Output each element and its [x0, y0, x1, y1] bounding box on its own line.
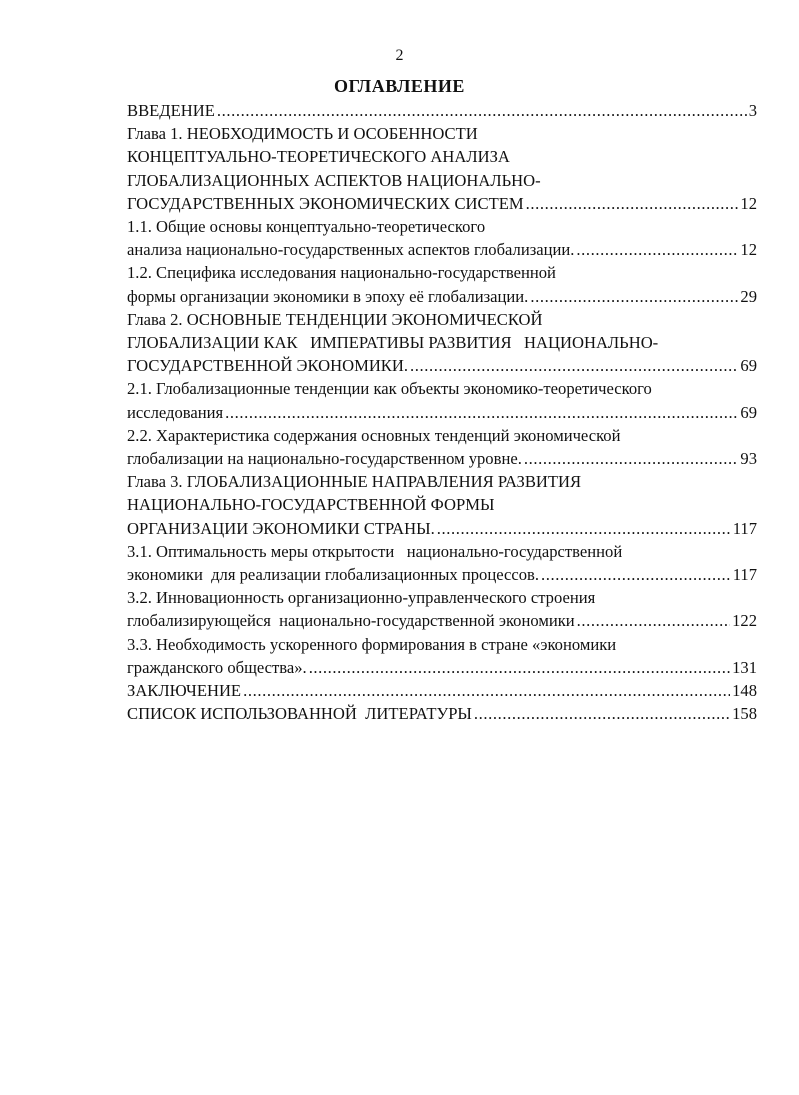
toc-entry-text: 2.2. Характеристика содержания основных тенденций экономической	[127, 425, 621, 445]
toc-entry-text: ЗАКЛЮЧЕНИЕ	[127, 681, 242, 701]
toc-entry-section-1-2[interactable]	[127, 261, 757, 307]
toc-page-number: 148	[732, 681, 757, 701]
toc-entry-text: ВВЕДЕНИЕ	[127, 101, 215, 120]
toc-entry-text: анализа национально-государственных аспектов глобализации.	[127, 240, 575, 260]
toc-entry-chapter-3[interactable]	[127, 470, 757, 540]
toc-entry-text: ГОСУДАРСТВЕННОЙ ЭКОНОМИКИ.	[127, 356, 409, 376]
dot-leader	[410, 354, 738, 377]
toc-entry-text: 3.3. Необходимость ускоренного формирования в стране «экономики	[127, 634, 617, 654]
toc-entry-text: Глава 2. ОСНОВНЫЕ ТЕНДЕНЦИИ ЭКОНОМИЧЕСКОЙ	[127, 309, 543, 329]
toc-entry-text: ГЛОБАЛИЗАЦИИ КАК ИМПЕРАТИВЫ РАЗВИТИЯ НАЦИОНАЛЬНО-	[127, 333, 659, 353]
dot-leader	[541, 563, 731, 586]
toc-entry-section-3-3[interactable]	[127, 633, 757, 679]
toc-entry-chapter-1[interactable]	[127, 122, 757, 215]
toc-entry-chapter-2[interactable]	[127, 308, 757, 378]
dot-leader	[530, 285, 738, 308]
dot-leader	[474, 702, 730, 725]
dot-leader	[437, 517, 731, 540]
toc-entry-text: Глава 3. ГЛОБАЛИЗАЦИОННЫЕ НАПРАВЛЕНИЯ РАЗВИТИЯ	[127, 472, 582, 492]
dot-leader	[309, 656, 730, 679]
toc-entry-bibliography[interactable]	[127, 702, 757, 725]
toc-entry-text: гражданского общества».	[127, 657, 307, 677]
toc-page-number: 69	[740, 402, 757, 422]
toc-entry-section-3-1[interactable]	[127, 540, 757, 586]
toc-entry-text: 1.2. Специфика исследования национально-государственной	[127, 263, 556, 283]
toc-entry-text: ОРГАНИЗАЦИИ ЭКОНОМИКИ СТРАНЫ.	[127, 518, 435, 538]
toc-page-number: 12	[740, 193, 757, 213]
dot-leader	[225, 401, 738, 424]
toc-entry-text: ГОСУДАРСТВЕННЫХ ЭКОНОМИЧЕСКИХ СИСТЕМ	[127, 193, 524, 213]
toc-entry-introduction[interactable]	[127, 99, 757, 122]
toc-page-number: 93	[740, 449, 757, 469]
toc-entry-text: КОНЦЕПТУАЛЬНО-ТЕОРЕТИЧЕСКОГО АНАЛИЗА	[127, 147, 510, 167]
dot-leader	[243, 679, 730, 702]
toc-title: ОГЛАВЛЕНИЕ	[334, 76, 465, 96]
toc-page-number: 122	[732, 611, 757, 631]
toc-entry-conclusion[interactable]	[127, 679, 757, 702]
toc-entry-text: исследования	[127, 402, 224, 422]
toc-page-number: 3	[748, 101, 757, 120]
dot-leader	[524, 447, 739, 470]
dot-leader	[217, 99, 747, 122]
toc-entry-text: экономики для реализации глобализационных процессов.	[127, 565, 539, 585]
dot-leader	[577, 609, 730, 632]
toc-entry-section-3-2[interactable]	[127, 586, 757, 632]
toc-entry-section-1-1[interactable]	[127, 215, 757, 261]
table-of-contents	[127, 99, 757, 725]
page-number: 2	[395, 47, 404, 64]
toc-entry-text: СПИСОК ИСПОЛЬЗОВАННОЙ ЛИТЕРАТУРЫ	[127, 704, 472, 724]
toc-page-number: 158	[732, 704, 757, 724]
toc-entry-section-2-2[interactable]	[127, 424, 757, 470]
toc-page-number: 12	[740, 240, 757, 260]
dot-leader	[526, 192, 739, 215]
toc-entry-text: Глава 1. НЕОБХОДИМОСТЬ И ОСОБЕННОСТИ	[127, 124, 478, 144]
dot-leader	[576, 238, 738, 261]
toc-page-number: 69	[740, 356, 757, 376]
toc-entry-text: НАЦИОНАЛЬНО-ГОСУДАРСТВЕННОЙ ФОРМЫ	[127, 495, 495, 515]
toc-entry-text: 3.2. Инновационность организационно-управленческого строения	[127, 588, 596, 608]
toc-entry-text: ГЛОБАЛИЗАЦИОННЫХ АСПЕКТОВ НАЦИОНАЛЬНО-	[127, 170, 541, 190]
toc-page-number: 117	[732, 565, 757, 585]
toc-entry-text: глобализирующейся национально-государственной экономики	[127, 611, 575, 631]
toc-page-number: 29	[740, 286, 757, 306]
toc-page-number: 117	[732, 518, 757, 538]
toc-entry-section-2-1[interactable]	[127, 377, 757, 423]
toc-entry-text: 2.1. Глобализационные тенденции как объекты экономико-теоретического	[127, 379, 652, 399]
toc-entry-text: 3.1. Оптимальность меры открытости национально-государственной	[127, 541, 623, 561]
toc-entry-text: глобализации на национально-государственном уровне.	[127, 449, 522, 469]
toc-entry-text: 1.1. Общие основы концептуально-теоретического	[127, 217, 486, 237]
toc-entry-text: формы организации экономики в эпоху её глобализации.	[127, 286, 529, 306]
toc-page-number: 131	[732, 657, 757, 677]
